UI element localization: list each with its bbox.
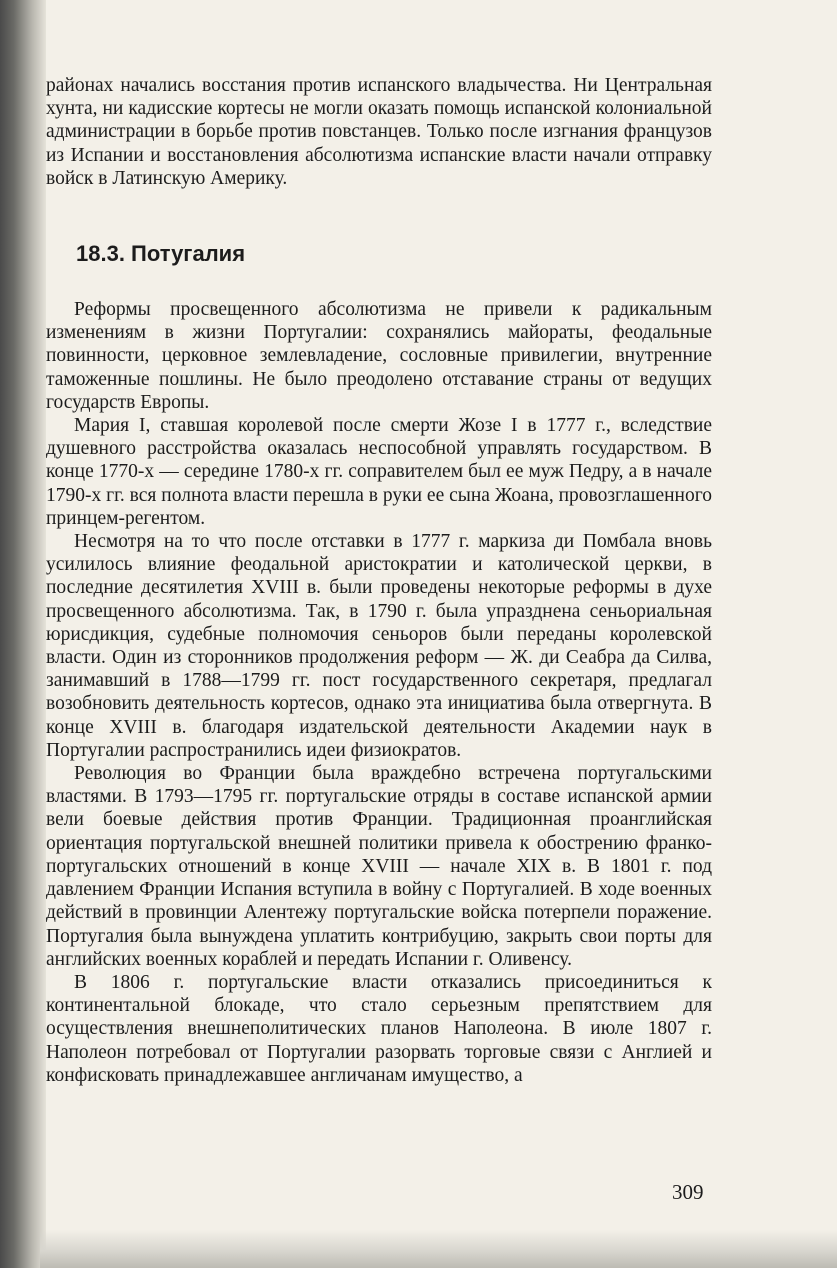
paragraph-1: Реформы просвещенного абсолютизма не привели к радикальным изменениям в жизни Португалии: сохранялись майораты, феодальные повинности, церковное землевладение, сословные привилегии, внутренние таможенные пошлины. Не было преодолено отставание страны от ведущих государств Европы. <box>46 299 712 413</box>
paragraph-continuation: районах начались восстания против испанского владычества. Ни Центральная хунта, ни кадисские кортесы не могли оказать помощь испанской колониальной администрации в борьбе против повстанцев. Только после изгнания французов из Испании и восстановления абсолютизма испанские власти начали отправку войск в Латинскую Америку. <box>46 75 712 189</box>
section-heading: 18.3. Потугалия <box>76 241 246 267</box>
paragraph-4: Революция во Франции была враждебно встречена португальскими властями. В 1793—1795 гг. португальские отряды в составе испанской армии вели боевые действия против Франции. Традиционная проанглийская ориентация португальской внешней политики привела к обострению франко-португальских отношений в конце XVIII — начале XIX в. В 1801 г. под давлением Франции Испания вступила в войну с Португалией. В ходе военных действий в провинции Алентежу португальские войска потерпели поражение. Португалия была вынуждена уплатить контрибуцию, закрыть свои порты для английских военных кораблей и передать Испании г. Оливенсу. <box>46 763 712 970</box>
paragraph-2: Мария I, ставшая королевой после смерти Жозе I в 1777 г., вследствие душевного расстройства оказалась неспособной управлять государством. В конце 1770-х — середине 1780-х гг. соправителем был ее муж Педру, а в начале 1790-х гг. вся полнота власти перешла в руки ее сына Жоана, провозглашенного принцем-регентом. <box>46 415 712 529</box>
book-spine-shadow <box>0 0 46 1268</box>
paragraph-3: Несмотря на то что после отставки в 1777 г. маркиза ди Помбала вновь усилилось влияние феодальной аристократии и католической церкви, в последние десятилетия XVIII в. были проведены некоторые реформы в духе просвещенного абсолютизма. Так, в 1790 г. была упразднена сеньориальная юрисдикция, судебные полномочия сеньоров были переданы королевской власти. Один из сторонников продолжения реформ — Ж. ди Сеабра да Силва, занимавший в 1788—1799 гг. пост государственного секретаря, предлагал возобновить деятельность кортесов, однако эта инициатива была отвергнута. В конце XVIII в. благодаря издательской деятельности Академии наук в Португалии распространились идеи физиократов. <box>46 531 712 761</box>
page-bottom-shadow <box>40 1230 837 1268</box>
page-number: 309 <box>672 1180 704 1204</box>
page-content <box>46 74 712 1087</box>
heading-spacer <box>46 268 712 298</box>
paragraph-5: В 1806 г. португальские власти отказались присоединиться к континентальной блокаде, что стало серьезным препятствием для осуществления внешнеполитических планов Наполеона. В июле 1807 г. Наполеон потребовал от Португалии разорвать торговые связи с Англией и конфисковать принадлежавшее англичанам имущество, а <box>46 971 712 1086</box>
